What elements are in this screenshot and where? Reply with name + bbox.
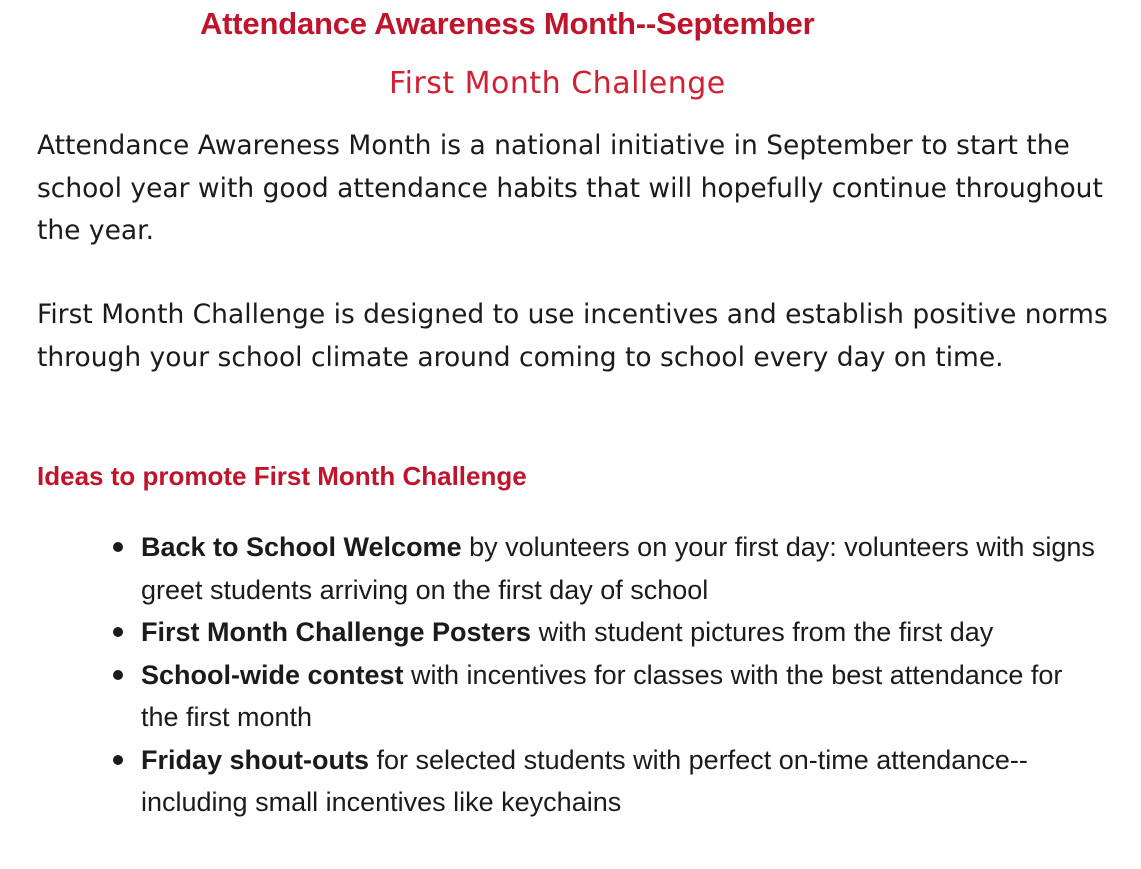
bullet-dot-icon: [113, 542, 123, 552]
ideas-list: [110, 526, 1100, 824]
idea-description: with incentives for classes with the best attendance for the first month: [141, 659, 1063, 732]
idea-description: by volunteers on your first day: volunteers with signs greet students arriving on the first day of school: [141, 532, 1095, 605]
idea-title: First Month Challenge Posters: [141, 617, 532, 647]
idea-title: Friday shout-outs: [141, 744, 369, 775]
challenge-paragraph: First Month Challenge is designed to use incentives and establish positive norms through your school climate around coming to school every day on time.: [37, 299, 1108, 373]
list-item: [110, 611, 1100, 654]
idea-description: for selected students with perfect on-time attendance--including small incentives like keychains: [141, 744, 1028, 817]
intro-paragraph: Attendance Awareness Month is a national initiative in September to start the school year with good attendance habits that will hopefully continue throughout the year.: [37, 130, 1103, 246]
list-item: [110, 739, 1100, 824]
idea-title: School-wide contest: [141, 659, 404, 690]
ideas-heading: Ideas to promote First Month Challenge: [37, 461, 527, 491]
list-item: [110, 654, 1100, 739]
bullet-dot-icon: [113, 755, 123, 765]
list-item: [110, 526, 1100, 611]
bullet-dot-icon: [113, 627, 123, 637]
page-subtitle: First Month Challenge: [389, 66, 726, 101]
idea-description: with student pictures from the first day: [531, 617, 994, 647]
page-title: Attendance Awareness Month--September: [200, 6, 815, 41]
bullet-dot-icon: [113, 670, 123, 680]
idea-title: Back to School Welcome: [141, 532, 462, 562]
